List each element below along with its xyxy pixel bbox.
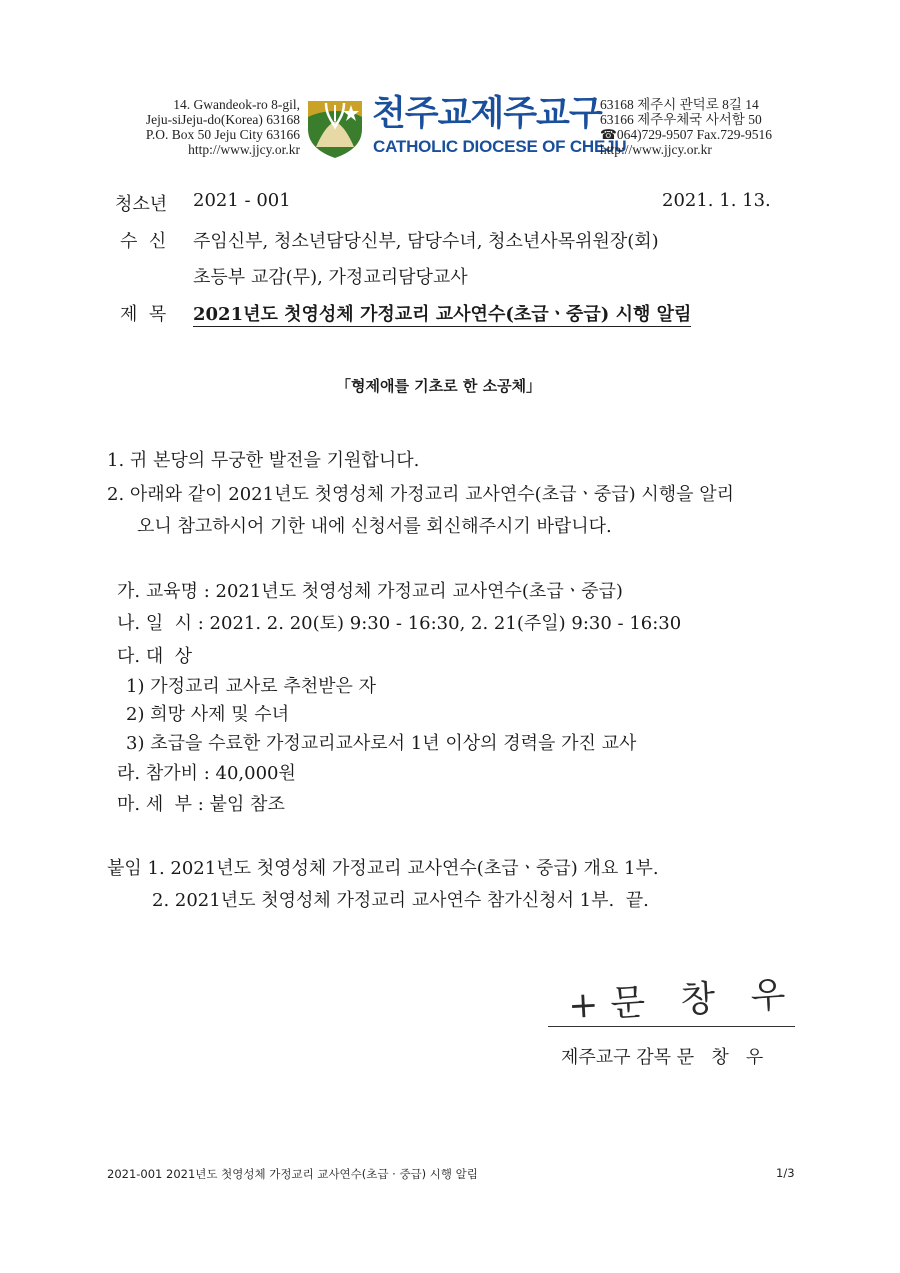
body-paragraph-2-cont: 오니 참고하시어 기한 내에 신청서를 회신해주시기 바랍니다. [137,516,612,537]
address-line: P.O. Box 50 Jeju City 63166 [145,127,300,142]
recipient-line: 주임신부, 청소년담당신부, 담당수녀, 청소년사목위원장(회) [193,231,659,252]
brand-name-english: CATHOLIC DIOCESE OF CHEJU [373,137,627,156]
doc-date: 2021. 1. 13. [662,190,771,211]
sender-address-ko [600,97,800,157]
sender-address-en [108,97,300,157]
phone-fax: ☎064)729-9507 Fax.729-9516 [600,127,773,142]
footer-title: 2021-001 2021년도 첫영성체 가정교리 교사연수(초급 · 중급) 시행 알림 [107,1167,478,1181]
attachment-line-1: 붙임 1. 2021년도 첫영성체 가정교리 교사연수(초급ㆍ중급) 개요 1부. [107,858,659,879]
body-paragraph-2: 2. 아래와 같이 2021년도 첫영성체 가정교리 교사연수(초급ㆍ중급) 시행을 알리 [107,484,735,505]
address-line: 63166 제주우체국 사서함 50 [600,112,762,127]
body-paragraph-1: 1. 귀 본당의 무궁한 발전을 기원합니다. [107,450,420,471]
page-number: 1/3 [776,1166,795,1180]
detail-education-name: 가. 교육명 : 2021년도 첫영성체 가정교리 교사연수(초급ㆍ중급) [117,581,623,602]
diocese-logo-icon [304,95,366,159]
attachment-line-2: 2. 2021년도 첫영성체 가정교리 교사연수 참가신청서 1부. 끝. [152,890,649,911]
target-item: 3) 초급을 수료한 가정교리교사로서 1년 이상의 경력을 가진 교사 [126,733,637,754]
subject-label: 제 목 [120,304,167,325]
detail-target: 다. 대 상 [117,646,193,667]
handwritten-signature: +문 창 우 [567,974,799,1027]
doc-number: 2021 - 001 [193,190,291,211]
motto: 「형제애를 기초로 한 소공체」 [336,377,542,395]
doc-label: 청소년 [115,194,168,215]
target-item: 2) 희망 사제 및 수녀 [126,704,290,725]
target-item: 1) 가정교리 교사로 추천받은 자 [126,676,377,697]
detail-fee: 라. 참가비 : 40,000원 [117,763,296,784]
website-link[interactable]: http://www.jjcy.or.kr [600,142,712,157]
signature-line [548,1026,795,1027]
detail-more: 마. 세 부 : 붙임 참조 [117,794,285,815]
subject-text: 2021년도 첫영성체 가정교리 교사연수(초급ㆍ중급) 시행 알림 [193,304,692,325]
detail-schedule: 나. 일 시 : 2021. 2. 20(토) 9:30 - 16:30, 2. 21(주일) 9:30 - 16:30 [117,613,682,634]
address-line: 14. Gwandeok-ro 8-gil, [173,97,300,112]
website-link[interactable]: http://www.jjcy.or.kr [188,142,300,157]
brand-name-korean: 천주교제주교구 [372,94,602,134]
subject-title [193,300,691,326]
address-line: 63168 제주시 관덕로 8길 14 [600,97,759,112]
signatory-name: 제주교구 감목 문 창 우 [561,1047,764,1068]
recipient-label: 수 신 [120,231,167,252]
address-line: Jeju-siJeju-do(Korea) 63168 [145,112,300,127]
recipient-line: 초등부 교감(무), 가정교리담당교사 [193,267,468,288]
